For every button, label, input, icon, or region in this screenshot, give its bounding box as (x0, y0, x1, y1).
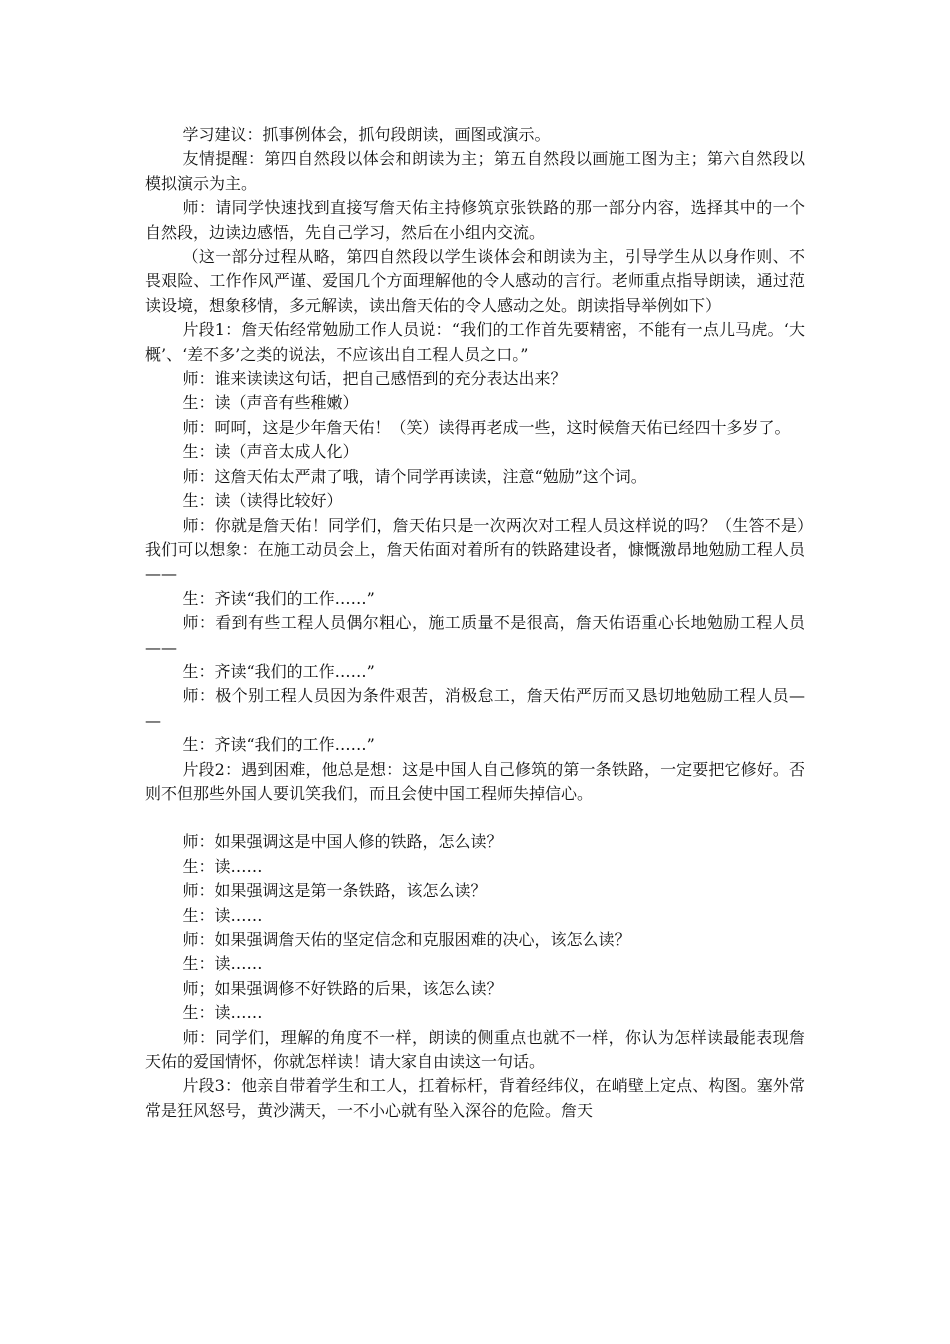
paragraph-process-note: （这一部分过程从略，第四自然段以学生谈体会和朗读为主，引导学生从以身作则、不畏艰险、工作作风严谨、爱国几个方面理解他的令人感动的言行。老师重点指导朗读，通过范读设境，想象移情，多元解读，读出詹天佑的令人感动之处。朗读指导举例如下） (145, 247, 805, 315)
dialogue-line: 师：你就是詹天佑！同学们，詹天佑只是一次两次对工程人员这样说的吗？（生答不是）我们可以想象：在施工动员会上，詹天佑面对着所有的铁路建设者，慷慨激昂地勉励工程人员—— (145, 515, 805, 584)
dialogue-line: 师：如果强调这是中国人修的铁路，怎么读？ (182, 832, 503, 852)
dialogue-line: 师：极个别工程人员因为条件艰苦，消极怠工，詹天佑严厉而又恳切地勉励工程人员—— (145, 686, 805, 730)
paragraph-learning-suggestion: 学习建议：抓事例体会，抓句段朗读，画图或演示。 (182, 125, 551, 144)
paragraph-friendly-reminder: 友情提醒：第四自然段以体会和朗读为主；第五自然段以画施工图为主；第六自然段以模拟演示为主。 (145, 149, 805, 193)
dialogue-line: 生：读…… (182, 856, 263, 876)
dialogue-line: 生：读（读得比较好） (182, 491, 343, 511)
dialogue-line: 师：呵呵，这是少年詹天佑！（笑）读得再老成一些，这时候詹天佑已经四十多岁了。 (182, 417, 791, 437)
paragraph-teacher-instruction: 师：请同学快速找到直接写詹天佑主持修筑京张铁路的那一部分内容，选择其中的一个自然段，边读边感悟，先自己学习，然后在小组内交流。 (145, 198, 805, 242)
document-body (145, 123, 805, 1123)
dialogue-line: 生：读（声音有些稚嫩） (182, 393, 359, 413)
dialogue-line: 生：齐读“我们的工作……” (182, 661, 375, 681)
dialogue-line: 生：读…… (182, 1003, 263, 1023)
dialogue-line: 师：如果强调詹天佑的坚定信念和克服困难的决心，该怎么读？ (182, 930, 631, 949)
paragraph-excerpt-1: 片段1：詹天佑经常勉励工作人员说：“我们的工作首先要精密，不能有一点儿马虎。‘大概’、‘差不多’之类的说法，不应该出自工程人员之口。” (145, 320, 805, 364)
dialogue-line: 生：读（声音太成人化） (182, 442, 359, 462)
dialogue-line: 师：谁来读读这句话，把自己感悟到的充分表达出来？ (182, 369, 567, 389)
paragraph-excerpt-2: 片段2：遇到困难，他总是想：这是中国人自己修筑的第一条铁路，一定要把它修好。否则不但那些外国人要讥笑我们，而且会使中国工程师失掉信心。 (145, 759, 805, 803)
dialogue-line: 生：齐读“我们的工作……” (182, 588, 375, 608)
dialogue-line: 生：读…… (182, 905, 263, 925)
paragraph-excerpt-3: 片段3：他亲自带着学生和工人，扛着标杆，背着经纬仪，在峭壁上定点、构图。塞外常常是狂风怒号，黄沙满天，一不小心就有坠入深谷的危险。詹天 (145, 1076, 805, 1120)
dialogue-line: 生：读…… (182, 954, 263, 974)
dialogue-line: 生：齐读“我们的工作……” (182, 735, 375, 755)
dialogue-line: 师：这詹天佑太严肃了哦，请个同学再读读，注意“勉励”这个词。 (182, 466, 647, 486)
dialogue-line: 师：同学们，理解的角度不一样，朗读的侧重点也就不一样，你认为怎样读最能表现詹天佑的爱国情怀，你就怎样读！请大家自由读这一句话。 (145, 1027, 805, 1072)
dialogue-line: 师：看到有些工程人员偶尔粗心，施工质量不是很高，詹天佑语重心长地勉励工程人员—— (145, 613, 805, 657)
dialogue-line: 师：如果强调这是第一条铁路，该怎么读？ (182, 881, 487, 901)
dialogue-line: 师；如果强调修不好铁路的后果，该怎么读？ (182, 978, 503, 998)
